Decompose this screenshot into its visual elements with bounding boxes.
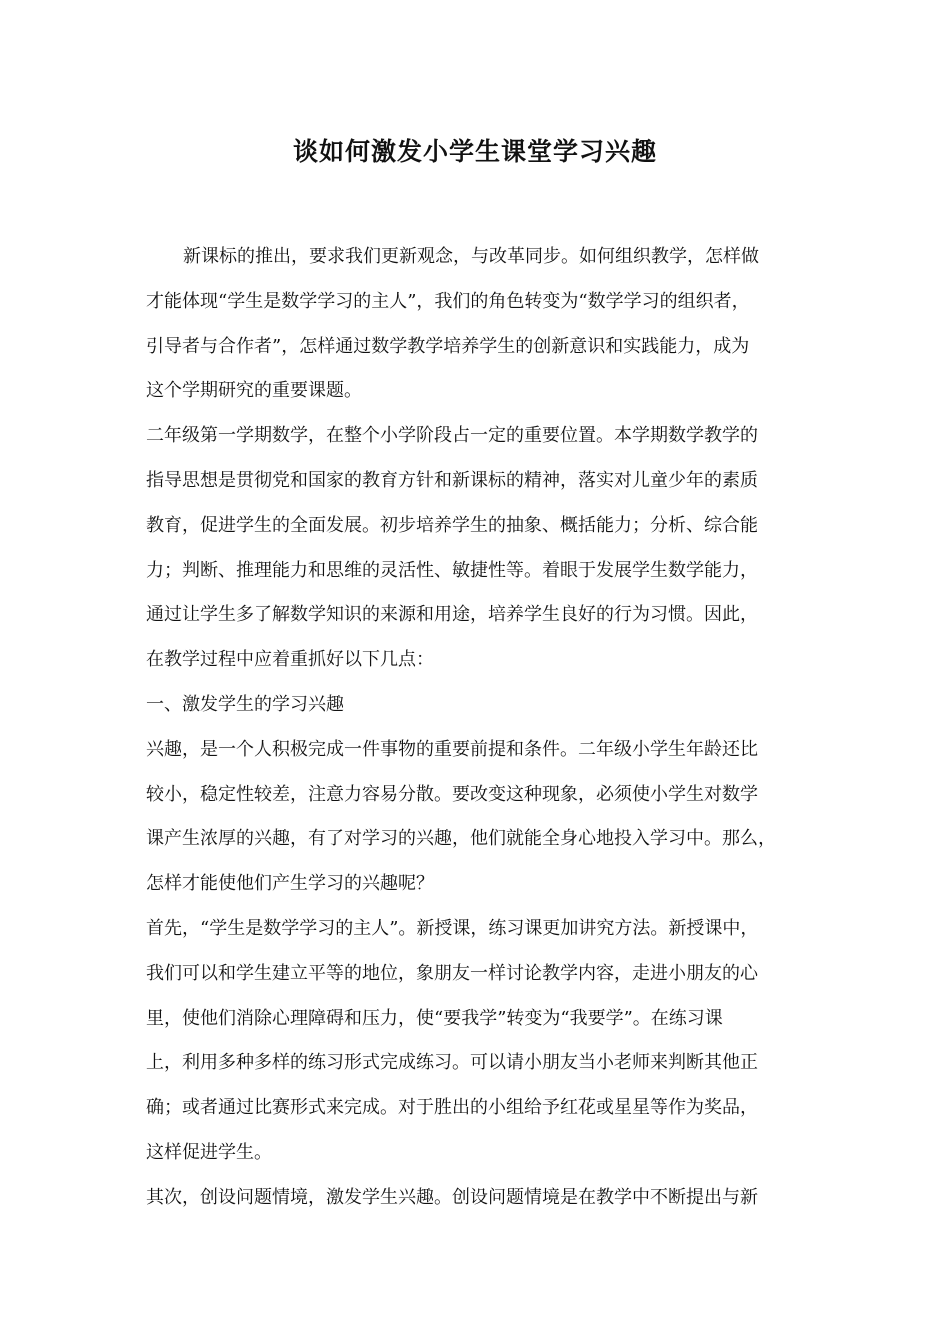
text-line: 力；判断、推理能力和思维的灵活性、敏捷性等。着眼于发展学生数学能力， (146, 559, 758, 581)
document-body (146, 235, 806, 1221)
text-line: 里，使他们消除心理障碍和压力，使“要我学”转变为“我要学”。在练习课 (146, 1007, 723, 1029)
text-line: 课产生浓厚的兴趣，有了对学习的兴趣，他们就能全身心地投入学习中。那么， (146, 828, 776, 850)
text-line: 其次，创设问题情境，激发学生兴趣。创设问题情境是在教学中不断提出与新 (146, 1186, 758, 1208)
text-line: 这样促进学生。 (146, 1141, 272, 1163)
text-line: 二年级第一学期数学，在整个小学阶段占一定的重要位置。本学期数学教学的 (146, 425, 758, 447)
document-title: 谈如何激发小学生课堂学习兴趣 (292, 137, 657, 166)
text-line: 上，利用多种多样的练习形式完成练习。可以请小朋友当小老师来判断其他正 (146, 1052, 758, 1074)
text-line: 首先，“学生是数学学习的主人”。新授课，练习课更加讲究方法。新授课中， (146, 917, 759, 939)
text-line: 教育，促进学生的全面发展。初步培养学生的抽象、概括能力；分析、综合能 (146, 514, 758, 536)
text-line: 新课标的推出，要求我们更新观念，与改革同步。如何组织教学，怎样做 (183, 246, 759, 267)
section-heading: 一、激发学生的学习兴趣 (146, 693, 344, 715)
text-line: 较小，稳定性较差，注意力容易分散。要改变这种现象，必须使小学生对数学 (146, 783, 758, 805)
text-line: 在教学过程中应着重抓好以下几点： (146, 649, 434, 671)
text-line: 通过让学生多了解数学知识的来源和用途，培养学生良好的行为习惯。因此， (146, 604, 758, 626)
text-line: 兴趣，是一个人积极完成一件事物的重要前提和条件。二年级小学生年龄还比 (146, 738, 758, 760)
text-line: 确；或者通过比赛形式来完成。对于胜出的小组给予红花或星星等作为奖品， (146, 1097, 758, 1119)
text-line: 我们可以和学生建立平等的地位，象朋友一样讨论教学内容，走进小朋友的心 (146, 962, 758, 984)
text-line: 才能体现“学生是数学学习的主人”，我们的角色转变为“数学学习的组织者， (146, 290, 750, 312)
text-line: 引导者与合作者”，怎样通过数学教学培养学生的创新意识和实践能力，成为 (146, 335, 750, 357)
text-line: 这个学期研究的重要课题。 (146, 380, 362, 402)
text-line: 指导思想是贯彻党和国家的教育方针和新课标的精神，落实对儿童少年的素质 (146, 469, 758, 491)
text-line: 怎样才能使他们产生学习的兴趣呢？ (146, 873, 434, 895)
